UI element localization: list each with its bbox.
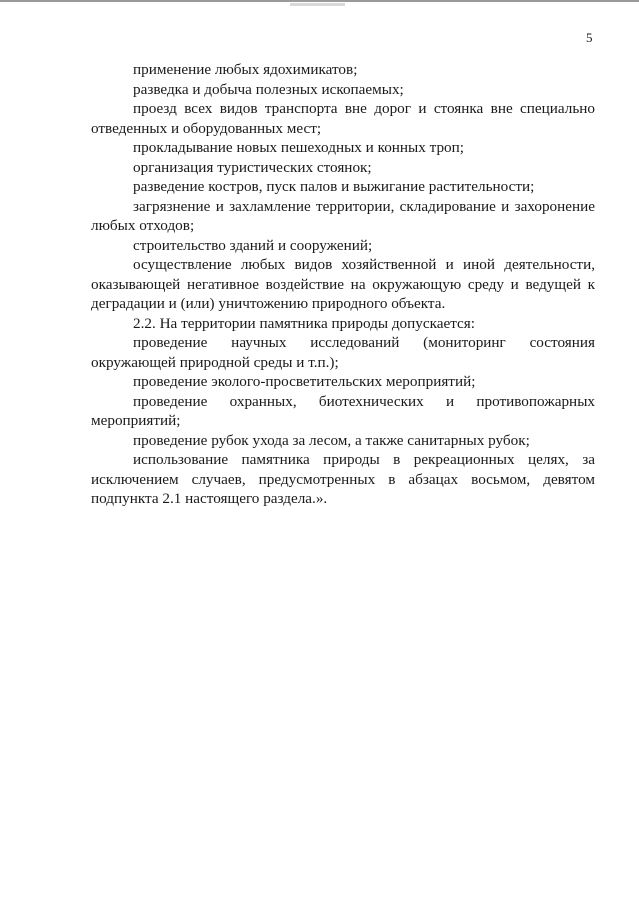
scan-artifact bbox=[290, 3, 345, 6]
paragraph-prohibited-new-trails: прокладывание новых пешеходных и конных троп; bbox=[133, 139, 464, 156]
paragraph-prohibited-mining: разведка и добыча полезных ископаемых; bbox=[133, 80, 404, 98]
paragraph-prohibited-offroad-driving: проезд всех видов транспорта вне дорог и стоянка вне специально отведенных и оборудованных мест; bbox=[91, 100, 595, 137]
paragraph-prohibited-agrochemicals: применение любых ядохимикатов; bbox=[133, 61, 358, 78]
scan-top-edge bbox=[0, 0, 639, 2]
page-number: 5 bbox=[586, 30, 593, 45]
paragraph-prohibited-pollution: загрязнение и захламление территории, складирование и захоронение любых отходов; bbox=[91, 197, 595, 234]
paragraph-allowed-research: проведение научных исследований (мониторинг состояния окружающей природной среды и т.п.); bbox=[91, 334, 595, 371]
paragraph-prohibited-harmful-activity: осуществление любых видов хозяйственной и иной деятельности, оказывающей негативное воздействие на окружающую среду и ведущей к деградации и (или) уничтожению природного объекта. bbox=[91, 256, 595, 312]
paragraph-prohibited-construction: строительство зданий и сооружений; bbox=[133, 236, 373, 254]
paragraph-allowed-forest-care: проведение рубок ухода за лесом, а также санитарных рубок; bbox=[133, 431, 530, 449]
section-heading-2-2: 2.2. На территории памятника природы допускается: bbox=[133, 314, 476, 332]
paragraph-allowed-recreation: использование памятника природы в рекреационных целях, за исключением случаев, предусмотренных в абзацах восьмом, девятом подпункта 2.1 настоящего раздела.». bbox=[91, 451, 595, 507]
paragraph-prohibited-camping: организация туристических стоянок; bbox=[133, 158, 372, 176]
paragraph-allowed-protection: проведение охранных, биотехнических и противопожарных мероприятий; bbox=[91, 392, 595, 429]
paragraph-allowed-education: проведение эколого-просветительских мероприятий; bbox=[133, 373, 476, 390]
document-body bbox=[91, 60, 595, 509]
paragraph-prohibited-fires: разведение костров, пуск палов и выжигание растительности; bbox=[133, 178, 535, 195]
